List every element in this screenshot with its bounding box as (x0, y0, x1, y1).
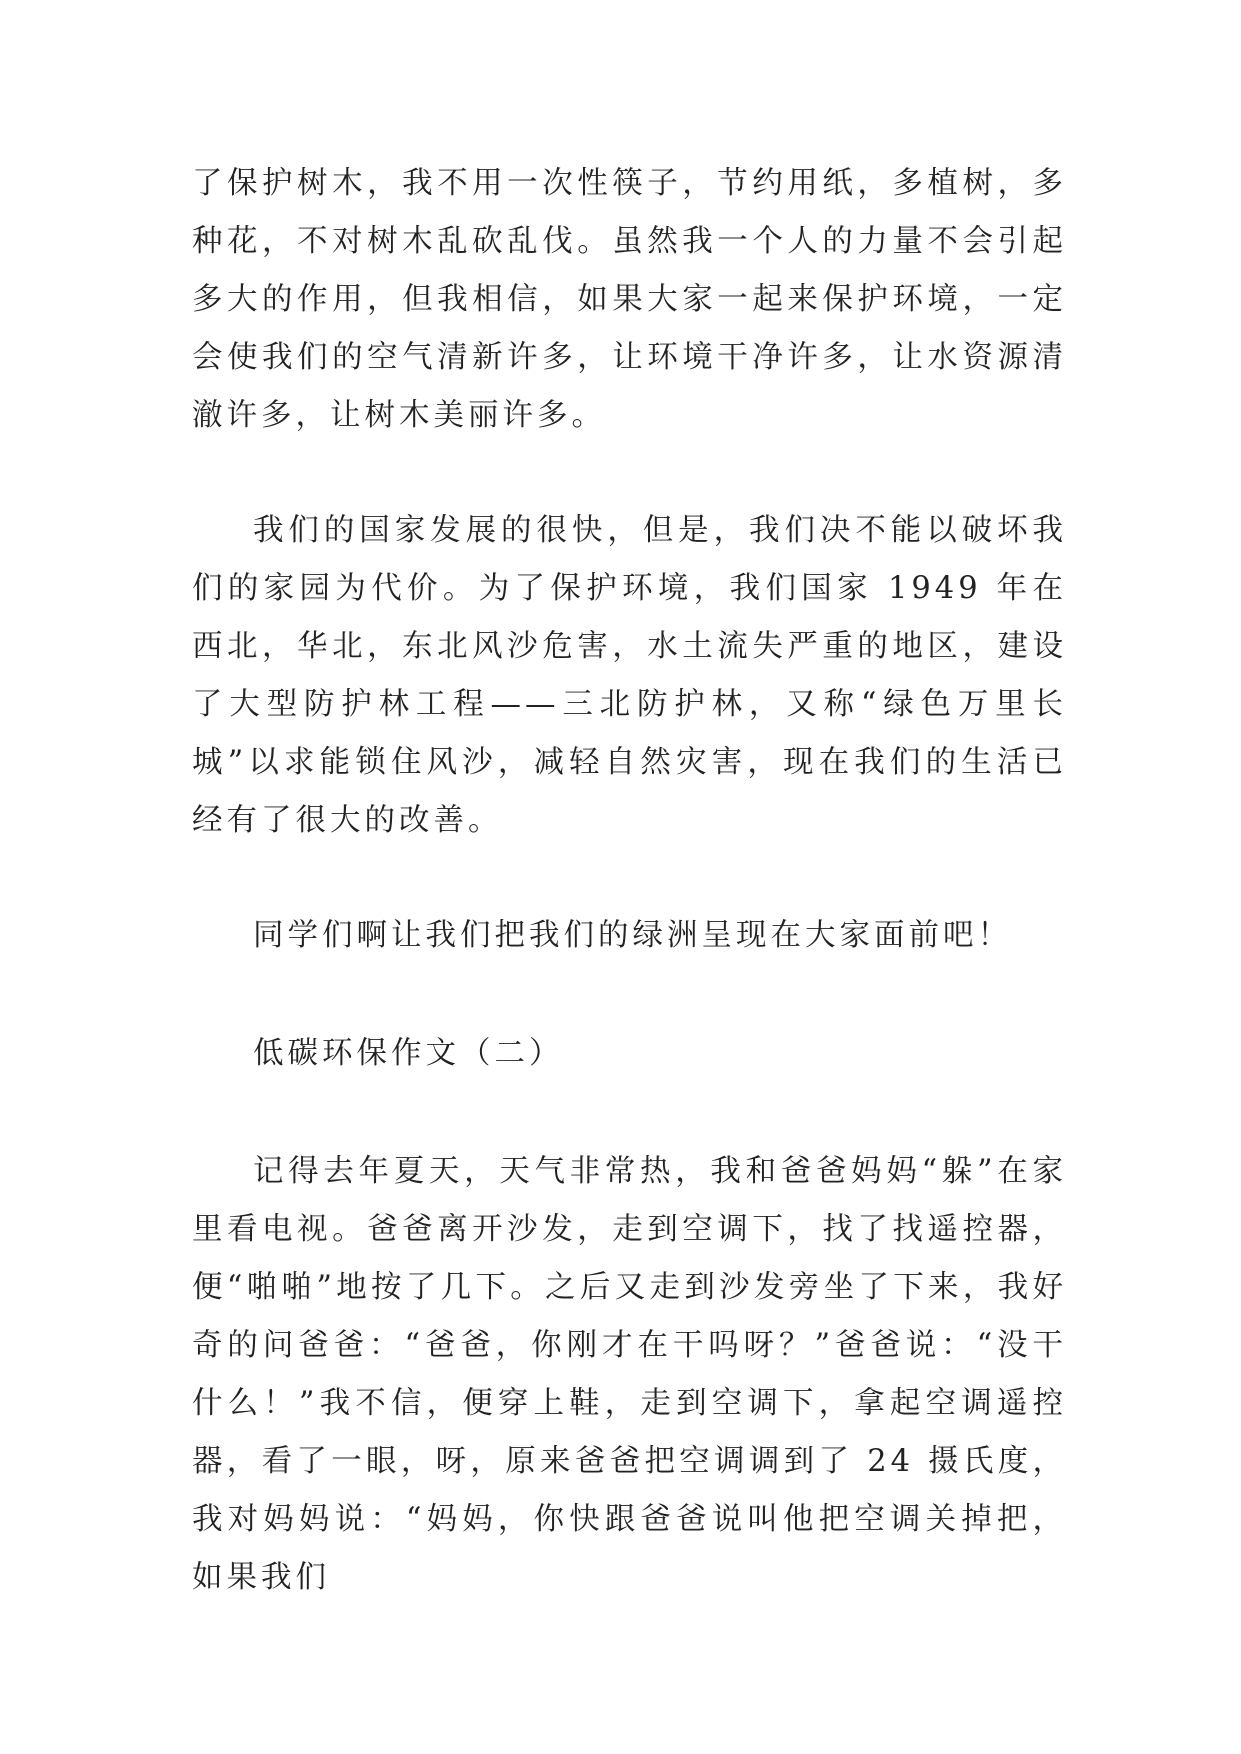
essay-heading: 低碳环保作文（二） (253, 1036, 564, 1071)
paragraph-three-north-shelterbelt: 我们的国家发展的很快，但是，我们决不能以破坏我们的家园为代价。为了保护环境，我们国家 1949 年在西北，华北，东北风沙危害，水土流失严重的地区，建设了大型防护林工程——三北防护林，又称“绿色万里长城”以求能锁住风沙，减轻自然灾害，现在我们的生活已经有了很大的改善。 (192, 513, 1067, 838)
paragraph-call-to-classmates: 同学们啊让我们把我们的绿洲呈现在大家面前吧！ (253, 918, 1012, 953)
paragraph-protect-trees: 了保护树木，我不用一次性筷子，节约用纸，多植树，多种花，不对树木乱砍乱伐。虽然我一个人的力量不会引起多大的作用，但我相信，如果大家一起来保护环境，一定会使我们的空气清新许多，让环境干净许多，让水资源清澈许多，让树木美丽许多。 (192, 166, 1067, 433)
paragraph-air-conditioner-story: 记得去年夏天，天气非常热，我和爸爸妈妈“躲”在家里看电视。爸爸离开沙发，走到空调下，找了找遥控器，便“啪啪”地按了几下。之后又走到沙发旁坐了下来，我好奇的问爸爸：“爸爸，你刚才在干吗呀？”爸爸说：“没干什么！”我不信，便穿上鞋，走到空调下，拿起空调遥控器，看了一眼，呀，原来爸爸把空调调到了 24 摄氏度，我对妈妈说：“妈妈，你快跟爸爸说叫他把空调关掉把，如果我们 (192, 1154, 1067, 1595)
document-body (192, 155, 1067, 1607)
